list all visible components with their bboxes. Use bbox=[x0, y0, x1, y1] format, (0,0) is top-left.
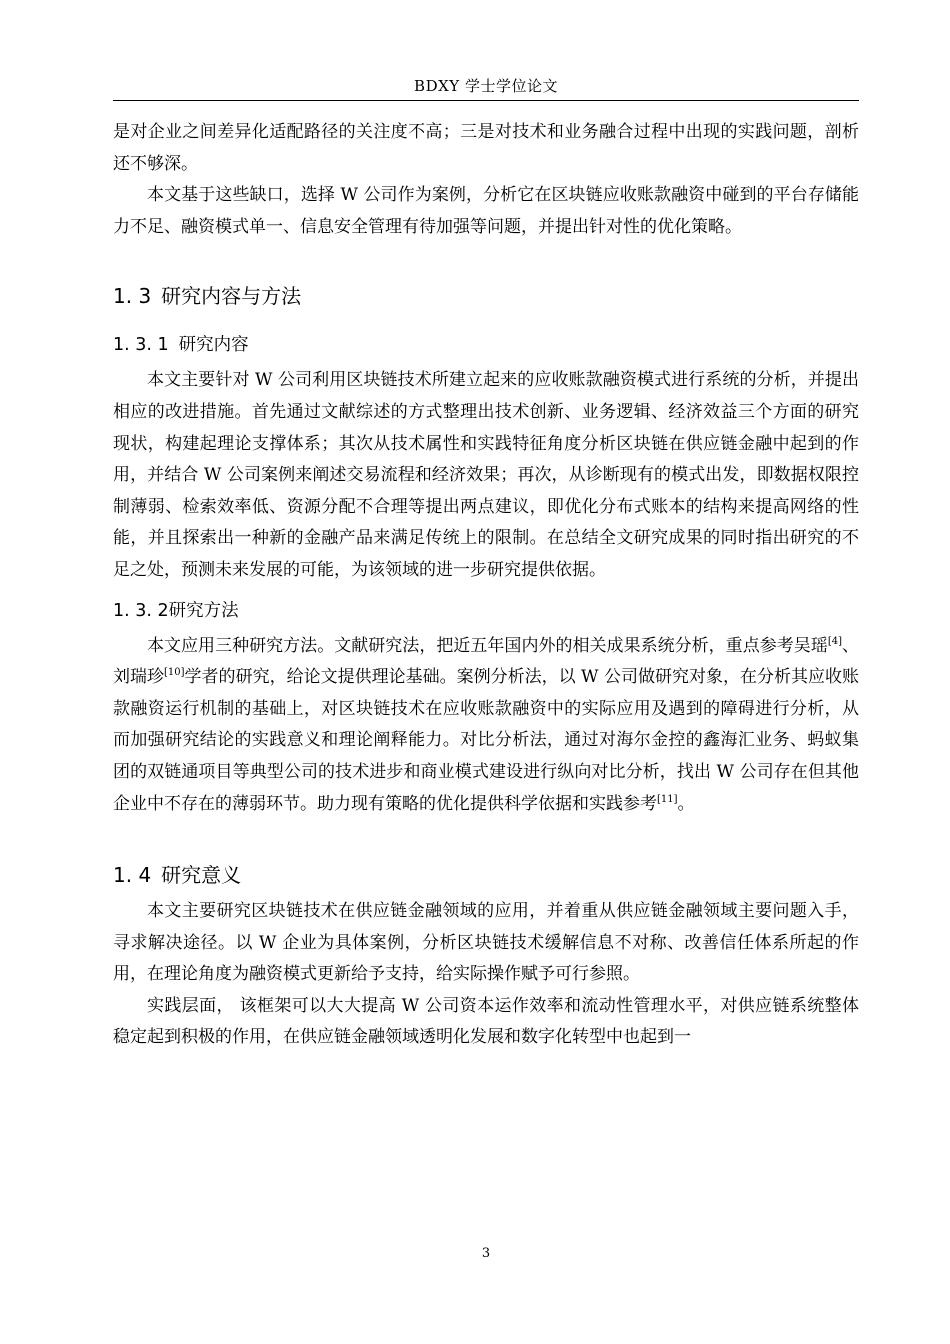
section-title: 研究意义 bbox=[161, 863, 242, 888]
page-body bbox=[113, 117, 859, 1054]
subsection-heading-1-3-1 bbox=[113, 331, 859, 359]
section-number: 1. 4 bbox=[113, 863, 152, 888]
section-heading-1-4 bbox=[113, 860, 859, 890]
citation-ref: [10] bbox=[164, 667, 185, 679]
subsection-title: 研究方法 bbox=[168, 600, 239, 621]
paragraph-practical-significance: 实践层面， 该框架可以大大提高 W 公司资本运作效率和流动性管理水平，对供应链系统整体稳定起到积极的作用，在供应链金融领域透明化发展和数字化转型中也起到一 bbox=[113, 995, 859, 1048]
methods-text-a: 本文应用三种研究方法。文献研究法，把近五年国内外的相关成果系统分析，重点参考吴瑶 bbox=[147, 635, 828, 656]
methods-text-c: 学者的研究，给论文提供理论基础。案例分析法，以 W 公司做研究对象，在分析其应收账款融资运行机制的基础上，对区块链技术在应收账款融资中的实际应用及遇到的障碍进行分析，从而加强研究结论的实践意义和理论阐释能力。对比分析法，通过对海尔金控的鑫海汇业务、蚂蚁集团的双链通项目等典型公司的技术进步和商业模式建设进行纵向对比分析，找出 W 公司存在但其他企业中不存在的薄弱环节。助力现有策略的优化提供科学依据和实践参考 bbox=[113, 667, 860, 814]
paragraph-research-gap: 本文基于这些缺口，选择 W 公司作为案例，分析它在区块链应收账款融资中碰到的平台存储能力不足、融资模式单一、信息安全管理有待加强等问题，并提出针对性的优化策略。 bbox=[113, 185, 859, 237]
paragraph-research-content: 本文主要针对 W 公司利用区块链技术所建立起来的应收账款融资模式进行系统的分析，并提出相应的改进措施。首先通过文献综述的方式整理出技术创新、业务逻辑、经济效益三个方面的研究现状，构建起理论支撑体系；其次从技术属性和实践特征角度分析区块链在供应链金融中起到的作用，并结合 W 公司案例来阐述交易流程和经济效果；再次，从诊断现有的模式出发，即数据权限控制薄弱、检索效率低、资源分配不合理等提出两点建议，即优化分布式账本的结构来提高网络的性能，并且探索出一种新的金融产品来满足传统上的限制。在总结全文研究成果的同时指出研究的不足之处，预测未来发展的可能，为该领域的进一步研究提供依据。 bbox=[113, 370, 859, 580]
page-number: 3 bbox=[481, 1246, 491, 1261]
methods-text-d: 。 bbox=[677, 793, 695, 814]
section-number: 1. 3 bbox=[113, 284, 152, 309]
methods-text-b: 、刘瑞珍 bbox=[113, 635, 860, 688]
header-rule bbox=[113, 100, 859, 101]
running-header: BDXY 学士学位论文 bbox=[414, 77, 558, 95]
paragraph-continued: 是对企业之间差异化适配路径的关注度不高；三是对技术和业务融合过程中出现的实践问题，剖析还不够深。 bbox=[113, 122, 859, 174]
paragraph-significance: 本文主要研究区块链技术在供应链金融领域的应用，并着重从供应链金融领域主要问题入手，寻求解决途径。以 W 企业为具体案例，分析区块链技术缓解信息不对称、改善信任体系所起的作用，在理论角度为融资模式更新给予支持，给实际操作赋予可行参照。 bbox=[113, 901, 859, 985]
citation-ref: [11] bbox=[657, 793, 678, 805]
subsection-heading-1-3-2 bbox=[113, 597, 859, 625]
subsection-title: 研究内容 bbox=[178, 335, 249, 356]
citation-ref: [4] bbox=[827, 635, 842, 647]
subsection-number: 1. 3. 2 bbox=[113, 600, 169, 621]
section-heading-1-3 bbox=[113, 281, 859, 311]
subsection-number: 1. 3. 1 bbox=[113, 335, 169, 356]
paragraph-research-methods bbox=[113, 631, 859, 821]
section-title: 研究内容与方法 bbox=[161, 284, 302, 309]
